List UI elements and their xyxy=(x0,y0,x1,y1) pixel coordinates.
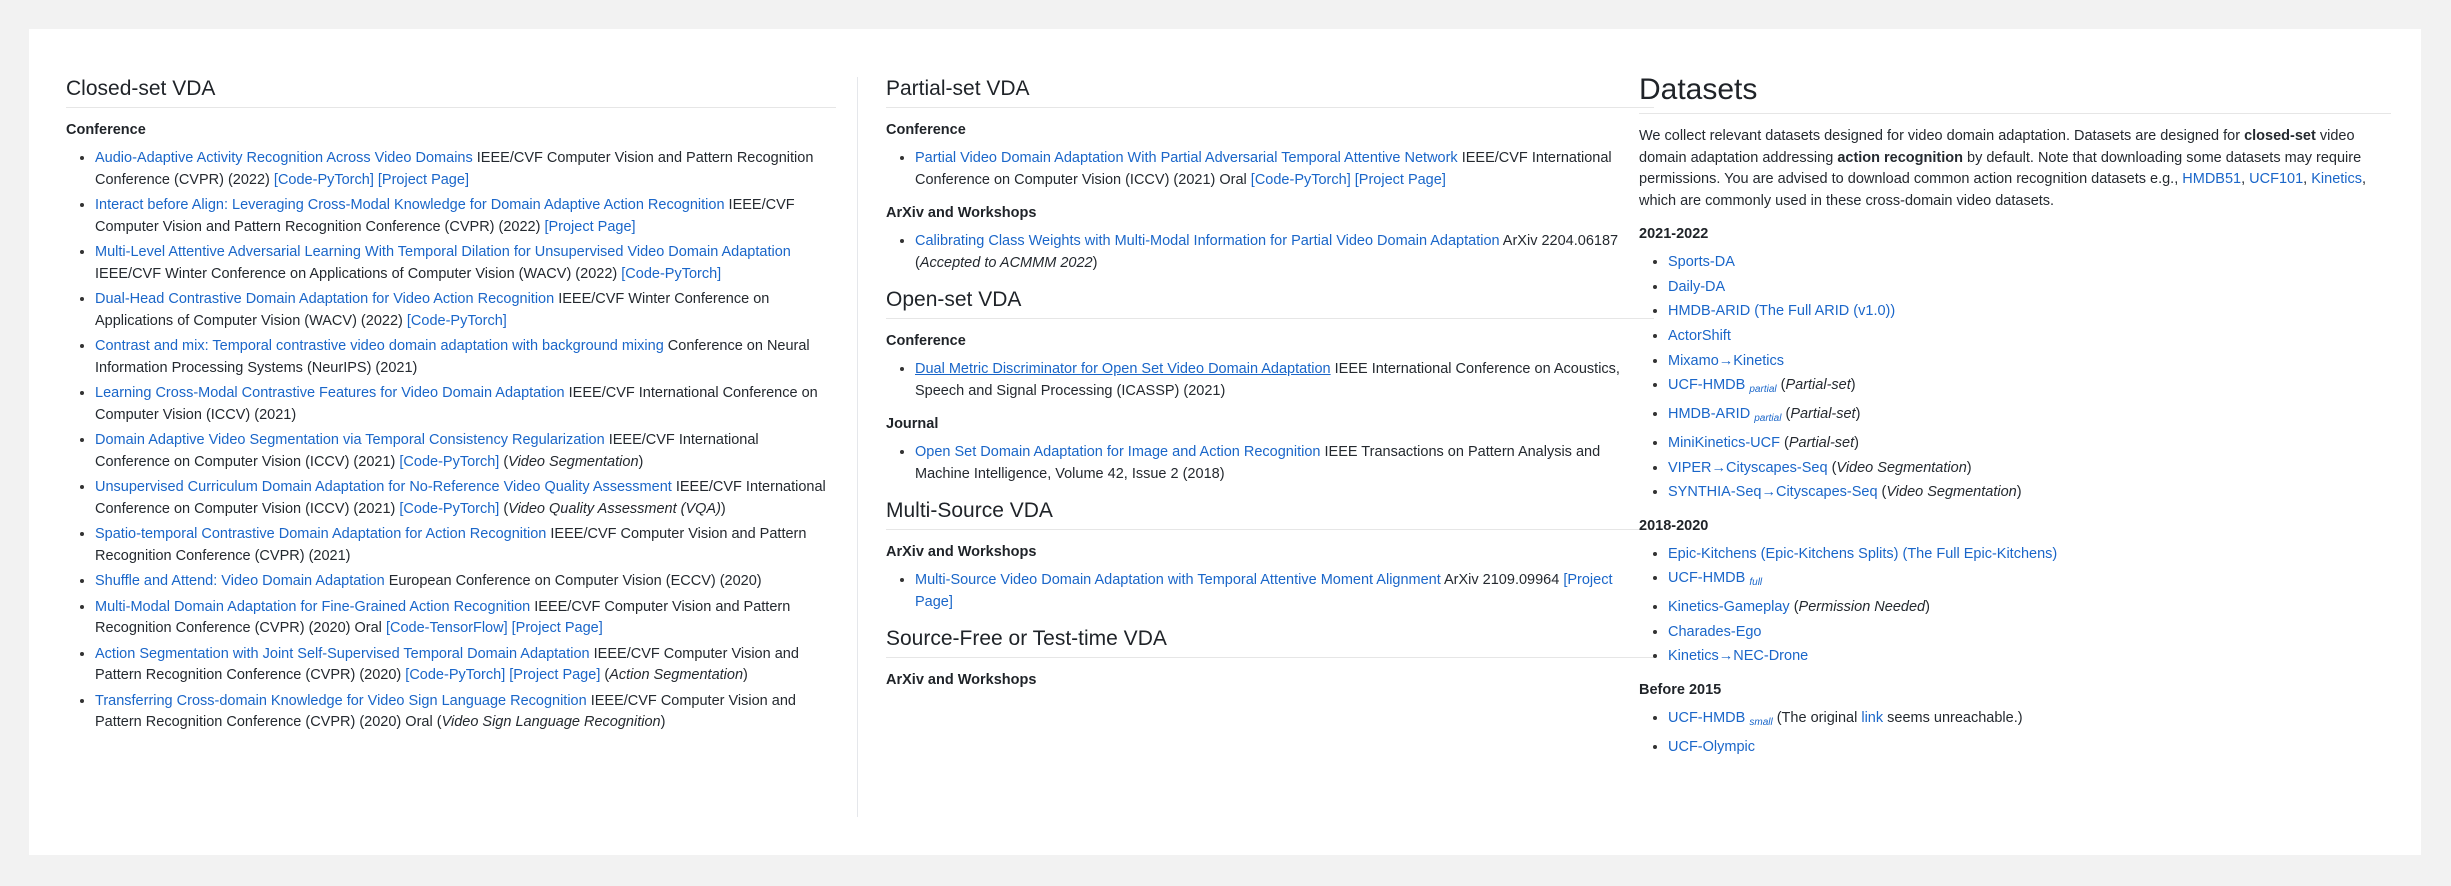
list-item xyxy=(95,524,836,567)
open-set-section xyxy=(886,288,1654,485)
paper-venue: IEEE Transactions on Pattern Analysis and Machine Intelligence, Volume 42, Issue 2 (2018) xyxy=(915,444,1601,482)
paper-note: Video Segmentation xyxy=(508,453,639,470)
paper-venue: IEEE/CVF International Conference on Computer Vision (ICCV) (2021) Oral xyxy=(915,150,1612,188)
list-item xyxy=(915,442,1654,485)
list-item xyxy=(1668,737,2391,759)
code-link[interactable]: [Code-PyTorch] xyxy=(273,171,374,188)
project-page-link[interactable]: [Project Page] xyxy=(1354,171,1446,188)
dataset-note: Partial-set xyxy=(1788,434,1855,451)
dataset-subscript: partial xyxy=(1749,384,1777,396)
paper-venue: IEEE/CVF Winter Conference on Applications of Computer Vision (WACV) (2022) xyxy=(95,265,622,282)
paper-link[interactable]: Domain Adaptive Video Segmentation via Temporal Consistency Regularization xyxy=(95,432,605,448)
datasets-2018-list xyxy=(1639,544,2391,668)
paper-venue: IEEE International Conference on Acoustics, Speech and Signal Processing (ICASSP) (2021) xyxy=(915,361,1620,399)
paper-venue: ArXiv 2204.06187 xyxy=(1499,233,1619,249)
list-item xyxy=(95,571,836,593)
list-item xyxy=(95,383,836,426)
list-item xyxy=(1668,351,2391,373)
list-item xyxy=(95,195,836,238)
dataset-link[interactable]: HMDB-ARID (The Full ARID (v1.0)) xyxy=(1668,303,1896,320)
paper-link[interactable]: Transferring Cross-domain Knowledge for Video Sign Language Recognition xyxy=(95,692,587,709)
list-item xyxy=(1668,544,2391,566)
intro-text: , xyxy=(2241,171,2250,187)
dataset-link[interactable]: Charades-Ego xyxy=(1668,623,1762,640)
partial-set-conference-label: Conference xyxy=(886,122,966,138)
paper-link[interactable]: Dual Metric Discriminator for Open Set Video Domain Adaptation xyxy=(915,361,1331,377)
dataset-note: Partial-set xyxy=(1790,406,1856,423)
list-item xyxy=(1668,568,2391,594)
list-item xyxy=(95,242,836,285)
list-item xyxy=(915,570,1654,613)
list-item xyxy=(95,336,836,379)
intro-bold: action recognition xyxy=(1837,149,1963,166)
source-free-arxiv-label: ArXiv and Workshops xyxy=(886,672,1037,688)
closed-set-conference-label: Conference xyxy=(66,122,146,138)
dataset-name: UCF-HMDB xyxy=(1668,570,1746,587)
paper-venue: IEEE/CVF International Conference on Computer Vision (ICCV) (2021) xyxy=(95,385,818,423)
list-item: • VIPER→Cityscapes-Seq (Video Segmentation) xyxy=(1668,458,2391,480)
list-item: • Unsupervised Curriculum Domain Adaptation for No-Reference Video Quality Assessment IEEE/CVF International Conference on Computer Vision (ICCV) (2021) [Code-PyTorch] (Video Quality Assessment (VQA)) xyxy=(95,477,836,520)
dataset-link[interactable]: ActorShift xyxy=(1668,328,1731,345)
datasets-2018-label: 2018-2020 xyxy=(1639,517,1709,534)
closed-set-paper-list xyxy=(66,148,836,734)
intro-text: , which are commonly used in these cross-domain video datasets. xyxy=(1639,171,2367,209)
closed-set-heading: Closed-set VDA xyxy=(66,77,836,108)
paper-note: Video Sign Language Recognition xyxy=(441,714,661,730)
dataset-link[interactable] xyxy=(1668,710,1773,726)
project-page-link[interactable]: [Project Page] xyxy=(509,667,601,683)
source-free-heading: Source-Free or Test-time VDA xyxy=(886,627,1654,658)
multi-source-section xyxy=(886,499,1654,613)
list-item xyxy=(1668,277,2391,299)
list-item xyxy=(1668,326,2391,348)
dataset-note: (The original xyxy=(1772,709,1862,726)
list-item: • MiniKinetics-UCF (Partial-set) xyxy=(1668,433,2391,455)
list-item xyxy=(95,289,836,332)
list-item: • Domain Adaptive Video Segmentation via Temporal Consistency Regularization IEEE/CVF International Conference on Computer Vision (ICCV) (2021) [Code-PyTorch] (Video Segmentation) xyxy=(95,430,836,473)
paper-venue: IEEE/CVF Computer Vision and Pattern Recognition Conference (CVPR) (2020) xyxy=(95,645,799,683)
paper-link[interactable]: Dual-Head Contrastive Domain Adaptation for Video Action Recognition xyxy=(95,291,555,307)
list-item xyxy=(95,148,836,191)
code-link[interactable]: [Code-PyTorch] xyxy=(399,453,500,470)
dataset-link[interactable]: Epic-Kitchens (Epic-Kitchens Splits) (The Full Epic-Kitchens) xyxy=(1668,545,2058,562)
code-link[interactable]: [Code-PyTorch] xyxy=(405,667,506,683)
open-set-conference-label: Conference xyxy=(886,333,966,349)
paper-venue: European Conference on Computer Vision (ECCV) (2020) xyxy=(384,573,762,589)
partial-set-heading: Partial-set VDA xyxy=(886,77,1654,108)
dataset-link[interactable] xyxy=(1668,570,1763,589)
paper-link[interactable]: Multi-Modal Domain Adaptation for Fine-Grained Action Recognition xyxy=(95,598,531,615)
open-set-journal-label: Journal xyxy=(886,416,939,432)
paper-venue: ArXiv 2109.09964 xyxy=(1440,572,1564,588)
paper-venue: IEEE/CVF Computer Vision and Pattern Recognition Conference (CVPR) (2020) Oral xyxy=(95,598,791,636)
paper-note: Accepted to ACMMM 2022 xyxy=(919,254,1093,271)
multi-source-arxiv-label: ArXiv and Workshops xyxy=(886,544,1037,560)
code-link[interactable]: [Code-PyTorch] xyxy=(406,312,507,329)
list-item: • Kinetics-Gameplay (Permission Needed) xyxy=(1668,597,2391,619)
paper-note: Action Segmentation xyxy=(609,667,744,683)
intro-bold: closed-set xyxy=(2244,128,2316,144)
open-set-journal-list xyxy=(886,442,1654,485)
dataset-name: UCF-HMDB xyxy=(1668,377,1746,394)
list-item: • Calibrating Class Weights with Multi-Modal Information for Partial Video Domain Adaptation ArXiv 2204.06187 (Accepted to ACMMM 2022) xyxy=(915,231,1654,274)
paper-venue: IEEE/CVF Winter Conference on Applications of Computer Vision (WACV) (2022) xyxy=(95,291,770,329)
datasets-2021-list xyxy=(1639,252,2391,504)
ucf101-link[interactable]: UCF101 xyxy=(2249,171,2304,187)
intro-text: video domain adaptation addressing xyxy=(1639,128,2355,166)
list-item: • Action Segmentation with Joint Self-Supervised Temporal Domain Adaptation IEEE/CVF Computer Vision and Pattern Recognition Conference (CVPR) (2020) [Code-PyTorch] [Project Page] (Action Segmentation) xyxy=(95,644,836,687)
open-set-conference-list xyxy=(886,359,1654,402)
paper-link[interactable]: Unsupervised Curriculum Domain Adaptation for No-Reference Video Quality Assessment xyxy=(95,479,672,495)
dataset-name: UCF-HMDB xyxy=(1668,709,1746,726)
open-set-heading: Open-set VDA xyxy=(886,288,1654,319)
dataset-note: Permission Needed xyxy=(1798,599,1926,616)
dataset-subscript: full xyxy=(1749,577,1763,589)
dataset-note: Video Segmentation xyxy=(1836,459,1967,476)
readme-page xyxy=(29,29,2421,855)
list-item: • HMDB-ARID $_{partial}$ (Partial-set) xyxy=(1668,404,2391,430)
project-page-link[interactable]: [Project Page] xyxy=(915,572,1613,610)
kinetics-link[interactable]: Kinetics xyxy=(2311,171,2363,187)
paper-link[interactable]: Action Segmentation with Joint Self-Supervised Temporal Domain Adaptation xyxy=(95,645,590,662)
dataset-link[interactable]: Kinetics→NEC-Drone xyxy=(1668,648,1809,665)
datasets-heading: Datasets xyxy=(1639,73,2391,114)
intro-text: , xyxy=(2303,171,2312,187)
paper-venue: IEEE/CVF Computer Vision and Pattern Recognition Conference (CVPR) (2022) xyxy=(95,197,795,235)
paper-link[interactable]: Interact before Align: Leveraging Cross-Modal Knowledge for Domain Adaptive Action Recognition xyxy=(95,197,725,213)
paper-link[interactable]: Open Set Domain Adaptation for Image and Action Recognition xyxy=(915,444,1321,460)
dataset-link[interactable]: Kinetics-Gameplay xyxy=(1668,599,1790,616)
partial-set-conference-list xyxy=(886,148,1654,191)
partial-set-arxiv-list xyxy=(886,231,1654,274)
list-item xyxy=(915,359,1654,402)
datasets-before-label: Before 2015 xyxy=(1639,681,1722,698)
multi-source-list xyxy=(886,570,1654,613)
original-link[interactable]: link xyxy=(1861,709,1884,726)
list-item: • SYNTHIA-Seq→Cityscapes-Seq (Video Segmentation) xyxy=(1668,482,2391,504)
dataset-link[interactable]: Sports-DA xyxy=(1668,254,1735,270)
paper-link[interactable]: Partial Video Domain Adaptation With Partial Adversarial Temporal Attentive Network xyxy=(915,150,1458,166)
paper-venue: IEEE/CVF Computer Vision and Pattern Recognition Conference (CVPR) (2020) Oral xyxy=(95,692,796,730)
list-item xyxy=(95,597,836,640)
list-item xyxy=(1668,301,2391,323)
dataset-link[interactable]: SYNTHIA-Seq→Cityscapes-Seq xyxy=(1668,484,1878,501)
paper-link[interactable]: Multi-Source Video Domain Adaptation with Temporal Attentive Moment Alignment xyxy=(915,572,1441,588)
paper-venue: IEEE/CVF International Conference on Computer Vision (ICCV) (2021) xyxy=(95,479,826,517)
middle-column xyxy=(857,77,1654,817)
list-item xyxy=(1668,252,2391,274)
project-page-link[interactable]: [Project Page] xyxy=(377,171,469,188)
multi-source-heading: Multi-Source VDA xyxy=(886,499,1654,530)
dataset-link[interactable]: Daily-DA xyxy=(1668,278,1726,295)
code-link[interactable]: [Code-PyTorch] xyxy=(399,500,500,517)
datasets-column xyxy=(1639,73,2391,772)
paper-note: Video Quality Assessment (VQA) xyxy=(508,500,721,517)
dataset-link[interactable]: VIPER→Cityscapes-Seq xyxy=(1668,459,1828,476)
dataset-note: seems unreachable.) xyxy=(1883,709,2023,726)
closed-set-column xyxy=(66,77,836,748)
project-page-link[interactable]: [Project Page] xyxy=(511,620,603,636)
datasets-before-list xyxy=(1639,708,2391,758)
paper-venue: IEEE/CVF Computer Vision and Pattern Recognition Conference (CVPR) (2022) xyxy=(95,150,814,188)
code-link[interactable]: [Code-PyTorch] xyxy=(621,265,722,282)
code-link[interactable]: [Code-TensorFlow] xyxy=(385,620,508,636)
list-item xyxy=(1668,646,2391,668)
code-link[interactable]: [Code-PyTorch] xyxy=(1250,171,1351,188)
intro-text: by default. Note that downloading some datasets may require permissions. You are advised to download common action recognition datasets e.g., xyxy=(1639,149,2362,187)
source-free-section xyxy=(886,627,1654,688)
dataset-link[interactable]: UCF-Olympic xyxy=(1668,738,1755,755)
hmdb51-link[interactable]: HMDB51 xyxy=(2182,171,2242,187)
list-item: • UCF-HMDB $_{partial}$ (Partial-set) xyxy=(1668,375,2391,401)
dataset-subscript: partial xyxy=(1754,413,1782,425)
dataset-link[interactable]: Mixamo→Kinetics xyxy=(1668,352,1785,369)
paper-venue: Conference on Neural Information Processing Systems (NeurIPS) (2021) xyxy=(95,338,810,376)
paper-link[interactable]: Spatio-temporal Contrastive Domain Adaptation for Action Recognition xyxy=(95,526,547,542)
paper-link[interactable]: Contrast and mix: Temporal contrastive video domain adaptation with background mixing xyxy=(95,338,664,354)
intro-text: We collect relevant datasets designed for video domain adaptation. Datasets are designed for xyxy=(1639,128,2245,144)
paper-link[interactable]: Calibrating Class Weights with Multi-Modal Information for Partial Video Domain Adaptation xyxy=(915,233,1500,249)
paper-venue: IEEE/CVF International Conference on Computer Vision (ICCV) (2021) xyxy=(95,432,759,470)
datasets-2021-label: 2021-2022 xyxy=(1639,226,1709,242)
dataset-name: HMDB-ARID xyxy=(1668,406,1751,423)
partial-set-arxiv-label: ArXiv and Workshops xyxy=(886,205,1037,221)
paper-link[interactable]: Audio-Adaptive Activity Recognition Across Video Domains xyxy=(95,150,473,166)
dataset-note: Partial-set xyxy=(1785,377,1851,394)
list-item xyxy=(1668,708,2391,734)
partial-set-section xyxy=(886,77,1654,274)
paper-venue: IEEE/CVF Computer Vision and Pattern Recognition Conference (CVPR) (2021) xyxy=(95,526,807,564)
project-page-link[interactable]: [Project Page] xyxy=(544,218,636,235)
paper-link[interactable]: Shuffle and Attend: Video Domain Adaptation xyxy=(95,573,385,589)
datasets-intro xyxy=(1639,126,2391,212)
dataset-note: Video Segmentation xyxy=(1886,484,2017,501)
list-item xyxy=(1668,622,2391,644)
dataset-subscript: small xyxy=(1749,716,1773,728)
list-item xyxy=(915,148,1654,191)
dataset-link[interactable]: MiniKinetics-UCF xyxy=(1668,434,1780,451)
list-item: • Transferring Cross-domain Knowledge for Video Sign Language Recognition IEEE/CVF Computer Vision and Pattern Recognition Conference (CVPR) (2020) Oral (Video Sign Language Recognition) xyxy=(95,691,836,734)
paper-link[interactable]: Learning Cross-Modal Contrastive Features for Video Domain Adaptation xyxy=(95,385,565,401)
paper-link[interactable]: Multi-Level Attentive Adversarial Learning With Temporal Dilation for Unsupervised Video Domain Adaptation xyxy=(95,244,791,260)
